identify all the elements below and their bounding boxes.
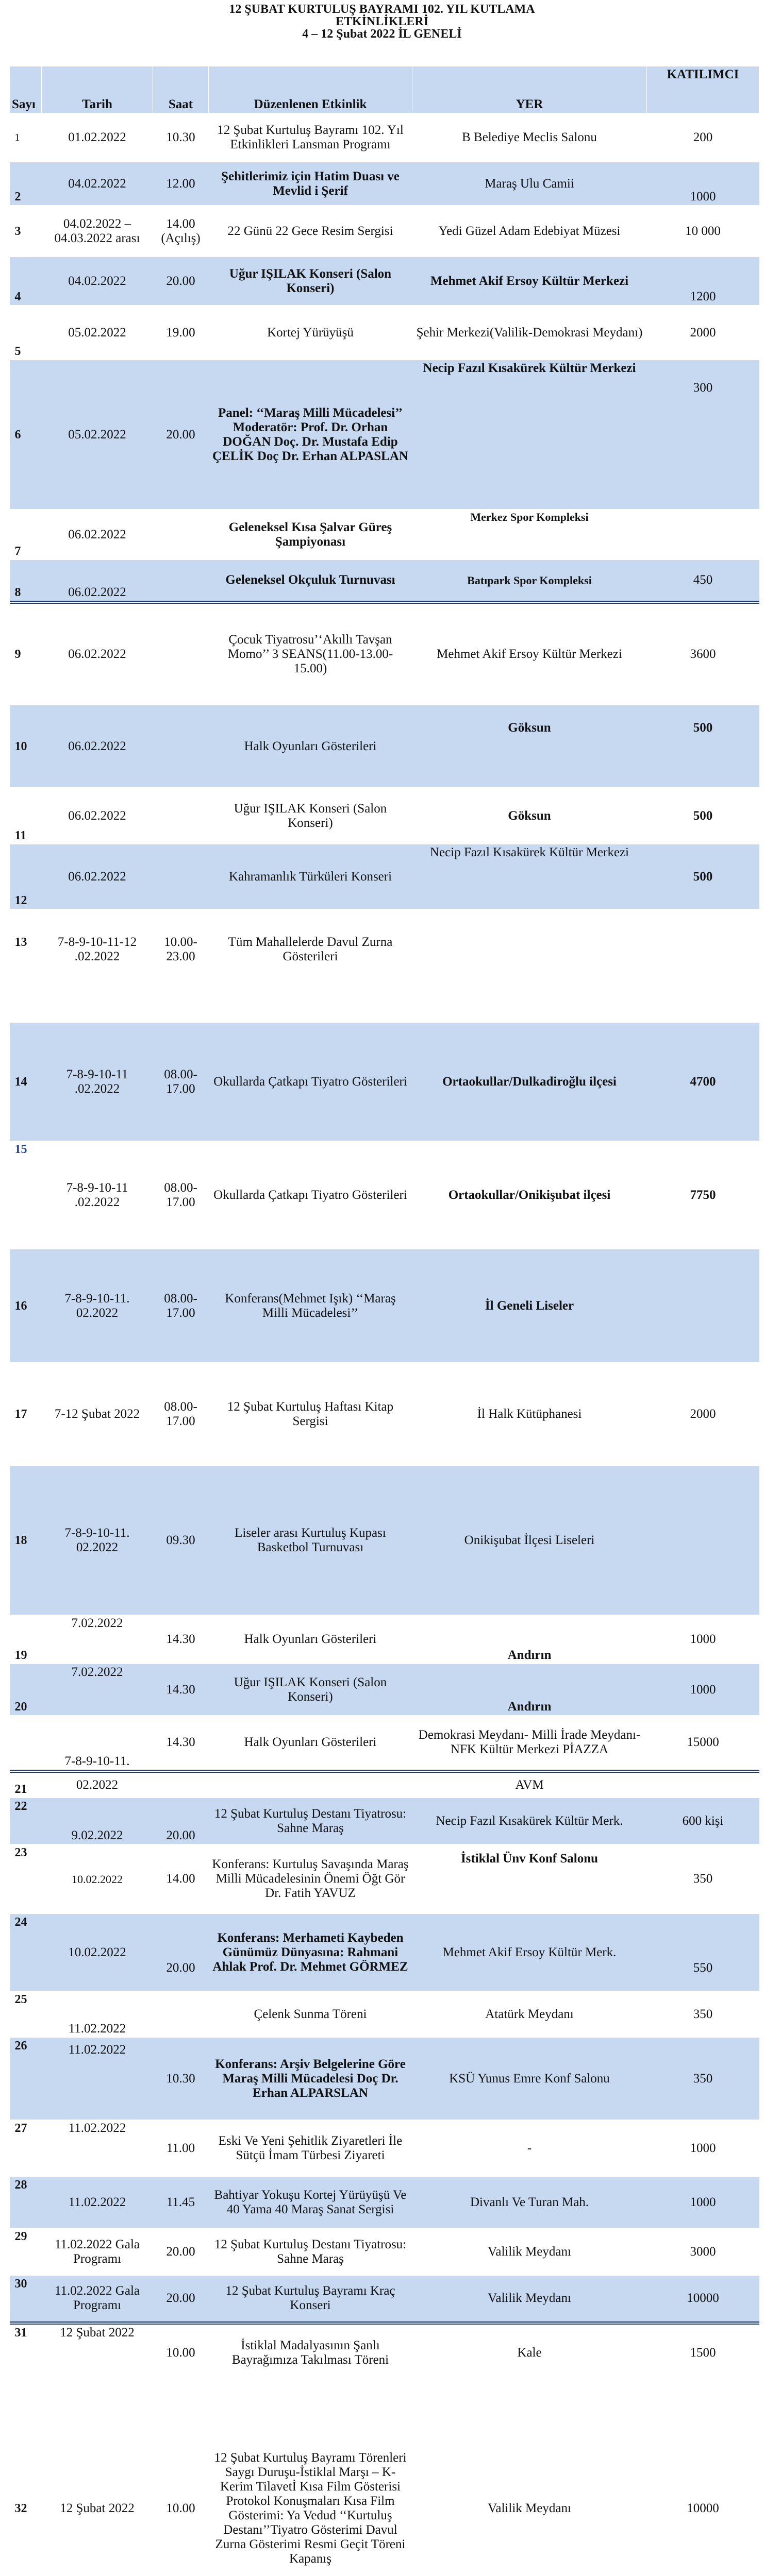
row-number: 13 bbox=[10, 909, 42, 1023]
row-time: 14.30 bbox=[153, 1716, 209, 1771]
table-row bbox=[10, 360, 759, 510]
row-event: Şehitlerimiz için Hatim Duası ve Mevlid i Şerif bbox=[209, 162, 412, 206]
row-time: 12.00 bbox=[153, 162, 209, 206]
row-date: 7-8-9-10-11. 02.2022 bbox=[42, 1466, 153, 1615]
row-place: İstiklal Ünv Konf Salonu bbox=[412, 1844, 647, 1914]
row-event: Bahtiyar Yokuşu Kortej Yürüyüşü Ve 40 Yama 40 Maraş Sanat Sergisi bbox=[209, 2177, 412, 2228]
table-row bbox=[10, 206, 759, 257]
row-time: 10.00 bbox=[153, 2323, 209, 2382]
row-event: Kahramanlık Türküleri Konseri bbox=[209, 844, 412, 909]
row-date: 04.02.2022 bbox=[42, 257, 153, 306]
row-number: 11 bbox=[10, 788, 42, 844]
col-header-no: Sayı bbox=[10, 66, 42, 113]
table-row bbox=[10, 2276, 759, 2323]
row-number: 22 bbox=[10, 1798, 42, 1844]
row-count: 1000 bbox=[647, 1664, 759, 1716]
row-date: 11.02.2022 bbox=[42, 2038, 153, 2120]
col-header-time: Saat bbox=[153, 66, 209, 113]
row-count: 15000 bbox=[647, 1716, 759, 1771]
row-number: 27 bbox=[10, 2120, 42, 2177]
row-place: Göksun bbox=[412, 705, 647, 788]
table-row bbox=[10, 1844, 759, 1914]
row-place: Necip Fazıl Kısakürek Kültür Merkezi bbox=[412, 360, 647, 510]
row-count: 3000 bbox=[647, 2228, 759, 2276]
row-time bbox=[153, 1991, 209, 2038]
table-row bbox=[10, 1798, 759, 1844]
row-time: 08.00-17.00 bbox=[153, 1249, 209, 1363]
row-date: 7.02.2022 bbox=[42, 1615, 153, 1664]
row-date: 10.02.2022 bbox=[42, 1914, 153, 1991]
row-count bbox=[647, 510, 759, 560]
row-count: 200 bbox=[647, 113, 759, 162]
col-header-attendance: KATILIMCI bbox=[647, 66, 759, 113]
table-row bbox=[10, 257, 759, 306]
row-count: 350 bbox=[647, 1844, 759, 1914]
row-event: Konferans(Mehmet Işık) ‘‘Maraş Milli Mücadelesi’’ bbox=[209, 1249, 412, 1363]
row-place: Ortaokullar/Dulkadiroğlu ilçesi bbox=[412, 1023, 647, 1141]
row-count: 500 bbox=[647, 705, 759, 788]
row-event: Okullarda Çatkapı Tiyatro Gösterileri bbox=[209, 1141, 412, 1249]
row-event: İstiklal Madalyasının Şanlı Bayrağımıza Takılması Töreni bbox=[209, 2323, 412, 2382]
table-row bbox=[10, 2038, 759, 2120]
table-row bbox=[10, 1466, 759, 1615]
table-row bbox=[10, 1664, 759, 1716]
row-count bbox=[647, 1249, 759, 1363]
row-event: Konferans: Merhameti Kaybeden Günümüz Dünyasına: Rahmani Ahlak Prof. Dr. Mehmet GÖRMEZ bbox=[209, 1914, 412, 1991]
row-count bbox=[647, 1466, 759, 1615]
row-event: Kortej Yürüyüşü bbox=[209, 306, 412, 360]
row-time: 14.30 bbox=[153, 1615, 209, 1664]
table-row bbox=[10, 1023, 759, 1141]
row-time bbox=[153, 602, 209, 705]
row-event: Panel: ‘‘Maraş Milli Mücadelesi’’ Moderatör: Prof. Dr. Orhan DOĞAN Doç. Dr. Mustafa Edip ÇELİK Doç Dr. Erhan ALPASLAN bbox=[209, 360, 412, 510]
row-date: 7-8-9-10-11 .02.2022 bbox=[42, 1023, 153, 1141]
row-event: Eski Ve Yeni Şehitlik Ziyaretleri İle Sütçü İmam Türbesi Ziyareti bbox=[209, 2120, 412, 2177]
row-number: 4 bbox=[10, 257, 42, 306]
row-number: 6 bbox=[10, 360, 42, 510]
row-event: Geleneksel Okçuluk Turnuvası bbox=[209, 560, 412, 602]
row-time bbox=[153, 788, 209, 844]
row-place: Maraş Ulu Camii bbox=[412, 162, 647, 206]
row-time: 20.00 bbox=[153, 360, 209, 510]
row-time: 08.00-17.00 bbox=[153, 1363, 209, 1466]
row-event: Halk Oyunları Gösterileri bbox=[209, 705, 412, 788]
row-count: 1000 bbox=[647, 1615, 759, 1664]
row-count: 500 bbox=[647, 844, 759, 909]
row-number: 1 bbox=[10, 113, 42, 162]
row-time: 11.45 bbox=[153, 2177, 209, 2228]
table-row bbox=[10, 1363, 759, 1466]
row-number bbox=[10, 1716, 42, 1771]
row-count bbox=[647, 1771, 759, 1798]
row-count: 600 kişi bbox=[647, 1798, 759, 1844]
row-date: 7-8-9-10-11 .02.2022 bbox=[42, 1141, 153, 1249]
row-number: 20 bbox=[10, 1664, 42, 1716]
header-row bbox=[10, 66, 759, 113]
row-place: Valilik Meydanı bbox=[412, 2382, 647, 2576]
row-date: 05.02.2022 bbox=[42, 306, 153, 360]
row-number: 19 bbox=[10, 1615, 42, 1664]
events-table bbox=[9, 66, 759, 2576]
row-count: 300 bbox=[647, 360, 759, 510]
row-date: 01.02.2022 bbox=[42, 113, 153, 162]
row-date: 06.02.2022 bbox=[42, 602, 153, 705]
row-place: Valilik Meydanı bbox=[412, 2228, 647, 2276]
row-event: Uğur IŞILAK Konseri (Salon Konseri) bbox=[209, 788, 412, 844]
row-count: 4700 bbox=[647, 1023, 759, 1141]
row-count: 1000 bbox=[647, 2177, 759, 2228]
row-date: 06.02.2022 bbox=[42, 844, 153, 909]
row-date: 10.02.2022 bbox=[42, 1844, 153, 1914]
row-place: Atatürk Meydanı bbox=[412, 1991, 647, 2038]
row-date: 7-8-9-10-11. bbox=[42, 1716, 153, 1771]
row-time bbox=[153, 705, 209, 788]
row-number: 5 bbox=[10, 306, 42, 360]
row-number: 28 bbox=[10, 2177, 42, 2228]
row-number: 31 bbox=[10, 2323, 42, 2382]
row-event bbox=[209, 1771, 412, 1798]
table-row bbox=[10, 909, 759, 1023]
row-event: Halk Oyunları Gösterileri bbox=[209, 1716, 412, 1771]
row-event: 12 Şubat Kurtuluş Bayramı 102. Yıl Etkinlikleri Lansman Programı bbox=[209, 113, 412, 162]
row-date: 12 Şubat 2022 bbox=[42, 2382, 153, 2576]
row-place: Göksun bbox=[412, 788, 647, 844]
row-place: - bbox=[412, 2120, 647, 2177]
col-header-place: YER bbox=[412, 66, 647, 113]
row-time: 08.00-17.00 bbox=[153, 1141, 209, 1249]
row-number: 3 bbox=[10, 206, 42, 257]
row-time: 10.00 bbox=[153, 2382, 209, 2576]
table-row bbox=[10, 2382, 759, 2576]
row-number: 18 bbox=[10, 1466, 42, 1615]
row-number: 29 bbox=[10, 2228, 42, 2276]
table-row bbox=[10, 1716, 759, 1771]
row-place: Batıpark Spor Kompleksi bbox=[412, 560, 647, 602]
row-date: 11.02.2022 Gala Programı bbox=[42, 2276, 153, 2323]
row-place: Divanlı Ve Turan Mah. bbox=[412, 2177, 647, 2228]
row-place bbox=[412, 909, 647, 1023]
table-row bbox=[10, 113, 759, 162]
row-time: 11.00 bbox=[153, 2120, 209, 2177]
row-count: 1200 bbox=[647, 257, 759, 306]
row-event: Konferans: Kurtuluş Savaşında Maraş Milli Mücadelesinin Önemi Öğt Gör Dr. Fatih YAVUZ bbox=[209, 1844, 412, 1914]
row-date: 04.02.2022 bbox=[42, 162, 153, 206]
row-number: 30 bbox=[10, 2276, 42, 2323]
row-place: AVM bbox=[412, 1771, 647, 1798]
table-row bbox=[10, 705, 759, 788]
table-row bbox=[10, 1914, 759, 1991]
row-place: Demokrasi Meydanı- Milli İrade Meydanı- NFK Kültür Merkezi PİAZZA bbox=[412, 1716, 647, 1771]
table-row bbox=[10, 162, 759, 206]
row-date: 11.02.2022 bbox=[42, 2120, 153, 2177]
row-number: 21 bbox=[10, 1771, 42, 1798]
row-count: 350 bbox=[647, 1991, 759, 2038]
row-place: İl Halk Kütüphanesi bbox=[412, 1363, 647, 1466]
table-row bbox=[10, 2120, 759, 2177]
row-event: Konferans: Arşiv Belgelerine Göre Maraş Milli Mücadelesi Doç Dr. Erhan ALPARSLAN bbox=[209, 2038, 412, 2120]
col-header-date: Tarih bbox=[42, 66, 153, 113]
row-place: B Belediye Meclis Salonu bbox=[412, 113, 647, 162]
row-date: 02.2022 bbox=[42, 1771, 153, 1798]
table-row bbox=[10, 2228, 759, 2276]
row-count: 3600 bbox=[647, 602, 759, 705]
table-row bbox=[10, 510, 759, 560]
row-place: Andırın bbox=[412, 1615, 647, 1664]
row-event: Tüm Mahallelerde Davul Zurna Gösterileri bbox=[209, 909, 412, 1023]
page-title: 12 ŞUBAT KURTULUŞ BAYRAMI 102. YIL KUTLAMA ETKİNLİKLERİ 4 – 12 Şubat 2022 İL GENELİ bbox=[229, 3, 535, 41]
row-count: 550 bbox=[647, 1914, 759, 1991]
table-row bbox=[10, 306, 759, 360]
row-count: 7750 bbox=[647, 1141, 759, 1249]
row-date: 9.02.2022 bbox=[42, 1798, 153, 1844]
row-count bbox=[647, 909, 759, 1023]
table-row bbox=[10, 2323, 759, 2382]
row-place: Ortaokullar/Onikişubat ilçesi bbox=[412, 1141, 647, 1249]
row-time: 10.00-23.00 bbox=[153, 909, 209, 1023]
table-row bbox=[10, 1141, 759, 1249]
row-time: 09.30 bbox=[153, 1466, 209, 1615]
row-date: 06.02.2022 bbox=[42, 705, 153, 788]
row-date: 06.02.2022 bbox=[42, 788, 153, 844]
row-event: Halk Oyunları Gösterileri bbox=[209, 1615, 412, 1664]
row-event: Liseler arası Kurtuluş Kupası Basketbol Turnuvası bbox=[209, 1466, 412, 1615]
row-number: 9 bbox=[10, 602, 42, 705]
table-row bbox=[10, 1991, 759, 2038]
row-date: 11.02.2022 bbox=[42, 2177, 153, 2228]
row-date: 04.02.2022 – 04.03.2022 arası bbox=[42, 206, 153, 257]
row-place: Valilik Meydanı bbox=[412, 2276, 647, 2323]
row-date: 11.02.2022 bbox=[42, 1991, 153, 2038]
row-count: 10 000 bbox=[647, 206, 759, 257]
row-time: 14.00 (Açılış) bbox=[153, 206, 209, 257]
row-date: 7.02.2022 bbox=[42, 1664, 153, 1716]
row-event: Geleneksel Kısa Şalvar Güreş Şampiyonası bbox=[209, 510, 412, 560]
row-number: 2 bbox=[10, 162, 42, 206]
row-time: 20.00 bbox=[153, 2276, 209, 2323]
row-time: 14.00 bbox=[153, 1844, 209, 1914]
row-count: 2000 bbox=[647, 1363, 759, 1466]
row-event: 22 Günü 22 Gece Resim Sergisi bbox=[209, 206, 412, 257]
row-count: 10000 bbox=[647, 2382, 759, 2576]
row-number: 26 bbox=[10, 2038, 42, 2120]
row-date: 7-12 Şubat 2022 bbox=[42, 1363, 153, 1466]
row-date: 06.02.2022 bbox=[42, 510, 153, 560]
row-date: 7-8-9-10-11-12 .02.2022 bbox=[42, 909, 153, 1023]
row-event: Okullarda Çatkapı Tiyatro Gösterileri bbox=[209, 1023, 412, 1141]
table-row bbox=[10, 1249, 759, 1363]
row-event: Çelenk Sunma Töreni bbox=[209, 1991, 412, 2038]
row-event: 12 Şubat Kurtuluş Destanı Tiyatrosu: Sahne Maraş bbox=[209, 2228, 412, 2276]
row-event: 12 Şubat Kurtuluş Bayramı Törenleri Saygı Duruşu-İstiklal Marşı – K-Kerim Tilavetİ Kısa Film Gösterisi Protokol Konuşmaları Kısa Film Gösterimi: Ya Vedud ‘‘Kurtuluş Destanı’’Tiyatro Gösterimi Davul Zurna Gösterimi Resmi Geçit Töreni Kapanış bbox=[209, 2382, 412, 2576]
row-count: 500 bbox=[647, 788, 759, 844]
row-place: Şehir Merkezi(Valilik-Demokrasi Meydanı) bbox=[412, 306, 647, 360]
row-place: Yedi Güzel Adam Edebiyat Müzesi bbox=[412, 206, 647, 257]
row-place: Andırın bbox=[412, 1664, 647, 1716]
table-row bbox=[10, 602, 759, 705]
row-event: 12 Şubat Kurtuluş Haftası Kitap Sergisi bbox=[209, 1363, 412, 1466]
row-time: 08.00-17.00 bbox=[153, 1023, 209, 1141]
row-count: 1000 bbox=[647, 2120, 759, 2177]
row-count: 1000 bbox=[647, 162, 759, 206]
row-number: 23 bbox=[10, 1844, 42, 1914]
row-date: 11.02.2022 Gala Programı bbox=[42, 2228, 153, 2276]
row-event: 12 Şubat Kurtuluş Bayramı Kraç Konseri bbox=[209, 2276, 412, 2323]
row-place: İl Geneli Liseler bbox=[412, 1249, 647, 1363]
row-time: 20.00 bbox=[153, 257, 209, 306]
row-number: 15 bbox=[10, 1141, 42, 1249]
row-place: Necip Fazıl Kısakürek Kültür Merkezi bbox=[412, 844, 647, 909]
row-event: Çocuk Tiyatrosu’‘Akıllı Tavşan Momo’’ 3 SEANS(11.00-13.00-15.00) bbox=[209, 602, 412, 705]
row-place: KSÜ Yunus Emre Konf Salonu bbox=[412, 2038, 647, 2120]
row-place: Necip Fazıl Kısakürek Kültür Merk. bbox=[412, 1798, 647, 1844]
row-number: 14 bbox=[10, 1023, 42, 1141]
row-event: Uğur IŞILAK Konseri (Salon Konseri) bbox=[209, 257, 412, 306]
row-place: Kale bbox=[412, 2323, 647, 2382]
row-number: 17 bbox=[10, 1363, 42, 1466]
row-number: 16 bbox=[10, 1249, 42, 1363]
row-place: Onikişubat İlçesi Liseleri bbox=[412, 1466, 647, 1615]
row-count: 1500 bbox=[647, 2323, 759, 2382]
row-time: 20.00 bbox=[153, 1914, 209, 1991]
row-count: 450 bbox=[647, 560, 759, 602]
row-number: 7 bbox=[10, 510, 42, 560]
row-count: 10000 bbox=[647, 2276, 759, 2323]
row-time bbox=[153, 510, 209, 560]
row-number: 10 bbox=[10, 705, 42, 788]
row-count: 2000 bbox=[647, 306, 759, 360]
row-time: 10.30 bbox=[153, 2038, 209, 2120]
row-event: Uğur IŞILAK Konseri (Salon Konseri) bbox=[209, 1664, 412, 1716]
row-count: 350 bbox=[647, 2038, 759, 2120]
row-place: Mehmet Akif Ersoy Kültür Merkezi bbox=[412, 602, 647, 705]
table-row bbox=[10, 2177, 759, 2228]
row-date: 7-8-9-10-11. 02.2022 bbox=[42, 1249, 153, 1363]
row-time: 20.00 bbox=[153, 1798, 209, 1844]
col-header-event: Düzenlenen Etkinlik bbox=[209, 66, 412, 113]
row-place: Mehmet Akif Ersoy Kültür Merkezi bbox=[412, 257, 647, 306]
row-number: 8 bbox=[10, 560, 42, 602]
row-time bbox=[153, 844, 209, 909]
table-row bbox=[10, 560, 759, 602]
row-number: 12 bbox=[10, 844, 42, 909]
row-number: 25 bbox=[10, 1991, 42, 2038]
row-time: 14.30 bbox=[153, 1664, 209, 1716]
table-row bbox=[10, 1771, 759, 1798]
row-date: 12 Şubat 2022 bbox=[42, 2323, 153, 2382]
row-date: 05.02.2022 bbox=[42, 360, 153, 510]
row-number: 24 bbox=[10, 1914, 42, 1991]
row-number: 32 bbox=[10, 2382, 42, 2576]
row-date: 06.02.2022 bbox=[42, 560, 153, 602]
row-place: Mehmet Akif Ersoy Kültür Merk. bbox=[412, 1914, 647, 1991]
row-time: 20.00 bbox=[153, 2228, 209, 2276]
table-row bbox=[10, 1615, 759, 1664]
row-time: 10.30 bbox=[153, 113, 209, 162]
row-place: Merkez Spor Kompleksi bbox=[412, 510, 647, 560]
row-time bbox=[153, 1771, 209, 1798]
row-time: 19.00 bbox=[153, 306, 209, 360]
row-event: 12 Şubat Kurtuluş Destanı Tiyatrosu: Sahne Maraş bbox=[209, 1798, 412, 1844]
table-row bbox=[10, 788, 759, 844]
row-time bbox=[153, 560, 209, 602]
table-row bbox=[10, 844, 759, 909]
